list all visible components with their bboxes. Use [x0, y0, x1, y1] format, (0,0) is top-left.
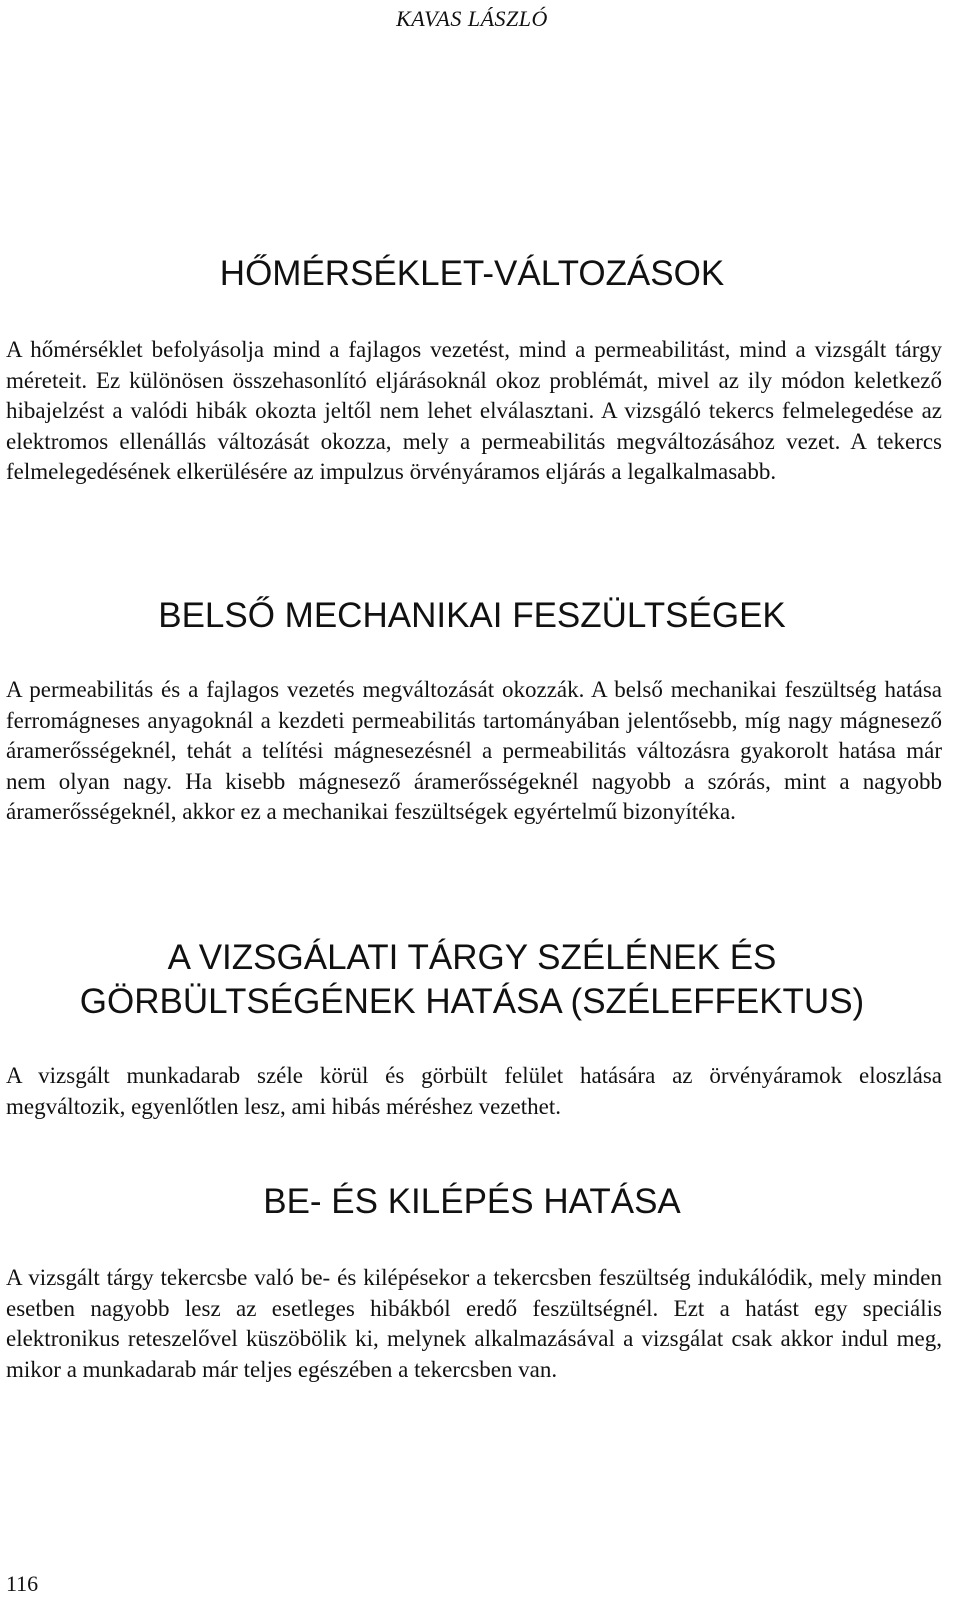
section-title-mechanical-stress: BELSŐ MECHANIKAI FESZÜLTSÉGEK [158, 596, 786, 635]
section-title-edge-effect-line1: A VIZSGÁLATI TÁRGY SZÉLÉNEK ÉS [167, 938, 777, 977]
running-header: KAVAS LÁSZLÓ [396, 6, 548, 31]
page-number: 116 [6, 1571, 39, 1596]
section-body-entry-exit: A vizsgált tárgy tekercsbe való be- és kilépésekor a tekercsben feszültség indukálódik, mely minden esetben nagyobb lesz az esetleges hibákból eredő feszültségnél. Ezt a hatást egy speciális elektronikus reteszelővel küszöbölik ki, melynek alkalmazásával a vizsgálat csak akkor indul meg, mikor a munkadarab már teljes egészében a tekercsben van. [6, 1265, 942, 1382]
section-title-entry-exit: BE- ÉS KILÉPÉS HATÁSA [263, 1182, 681, 1221]
section-title-temperature: HŐMÉRSÉKLET-VÁLTOZÁSOK [219, 254, 725, 293]
section-body-mechanical-stress: A permeabilitás és a fajlagos vezetés megváltozását okozzák. A belső mechanikai feszültség hatása ferromágneses anyagoknál a kezdeti permeabilitás tartományában jelentősebb, míg nagy mágnesező áramerősségeknél, tehát a telítési mágnesezésnél a permeabilitás változásra gyakorolt hatása már nem olyan nagy. Ha kisebb mágnesező áramerősségeknél nagyobb a szórás, mint a nagyobb áramerősségeknél, akkor ez a mechanikai feszültségek egyértelmű bizonyítéka. [6, 677, 942, 825]
section-body-edge-effect: A vizsgált munkadarab széle körül és görbült felület hatására az örvényáramok eloszlása megváltozik, egyenlőtlen lesz, ami hibás méréshez vezethet. [6, 1063, 942, 1119]
section-title-edge-effect-line2: GÖRBÜLTSÉGÉNEK HATÁSA (SZÉLEFFEKTUS) [79, 982, 865, 1021]
section-body-temperature: A hőmérséklet befolyásolja mind a fajlagos vezetést, mind a permeabilitást, mind a vizsgált tárgy méreteit. Ez különösen összehasonlító eljárásoknál okoz problémát, mivel az ily módon keletkező hibajelzést a valódi hibák okozta jeltől nem lehet elválasztani. A vizsgáló tekercs felmelegedése az elektromos ellenállás változását okozza, mely a permeabilitás megváltozásához vezet. A tekercs felmelegedésének elkerülésére az impulzus örvényáramos eljárás a legalkalmasabb. [6, 337, 942, 485]
